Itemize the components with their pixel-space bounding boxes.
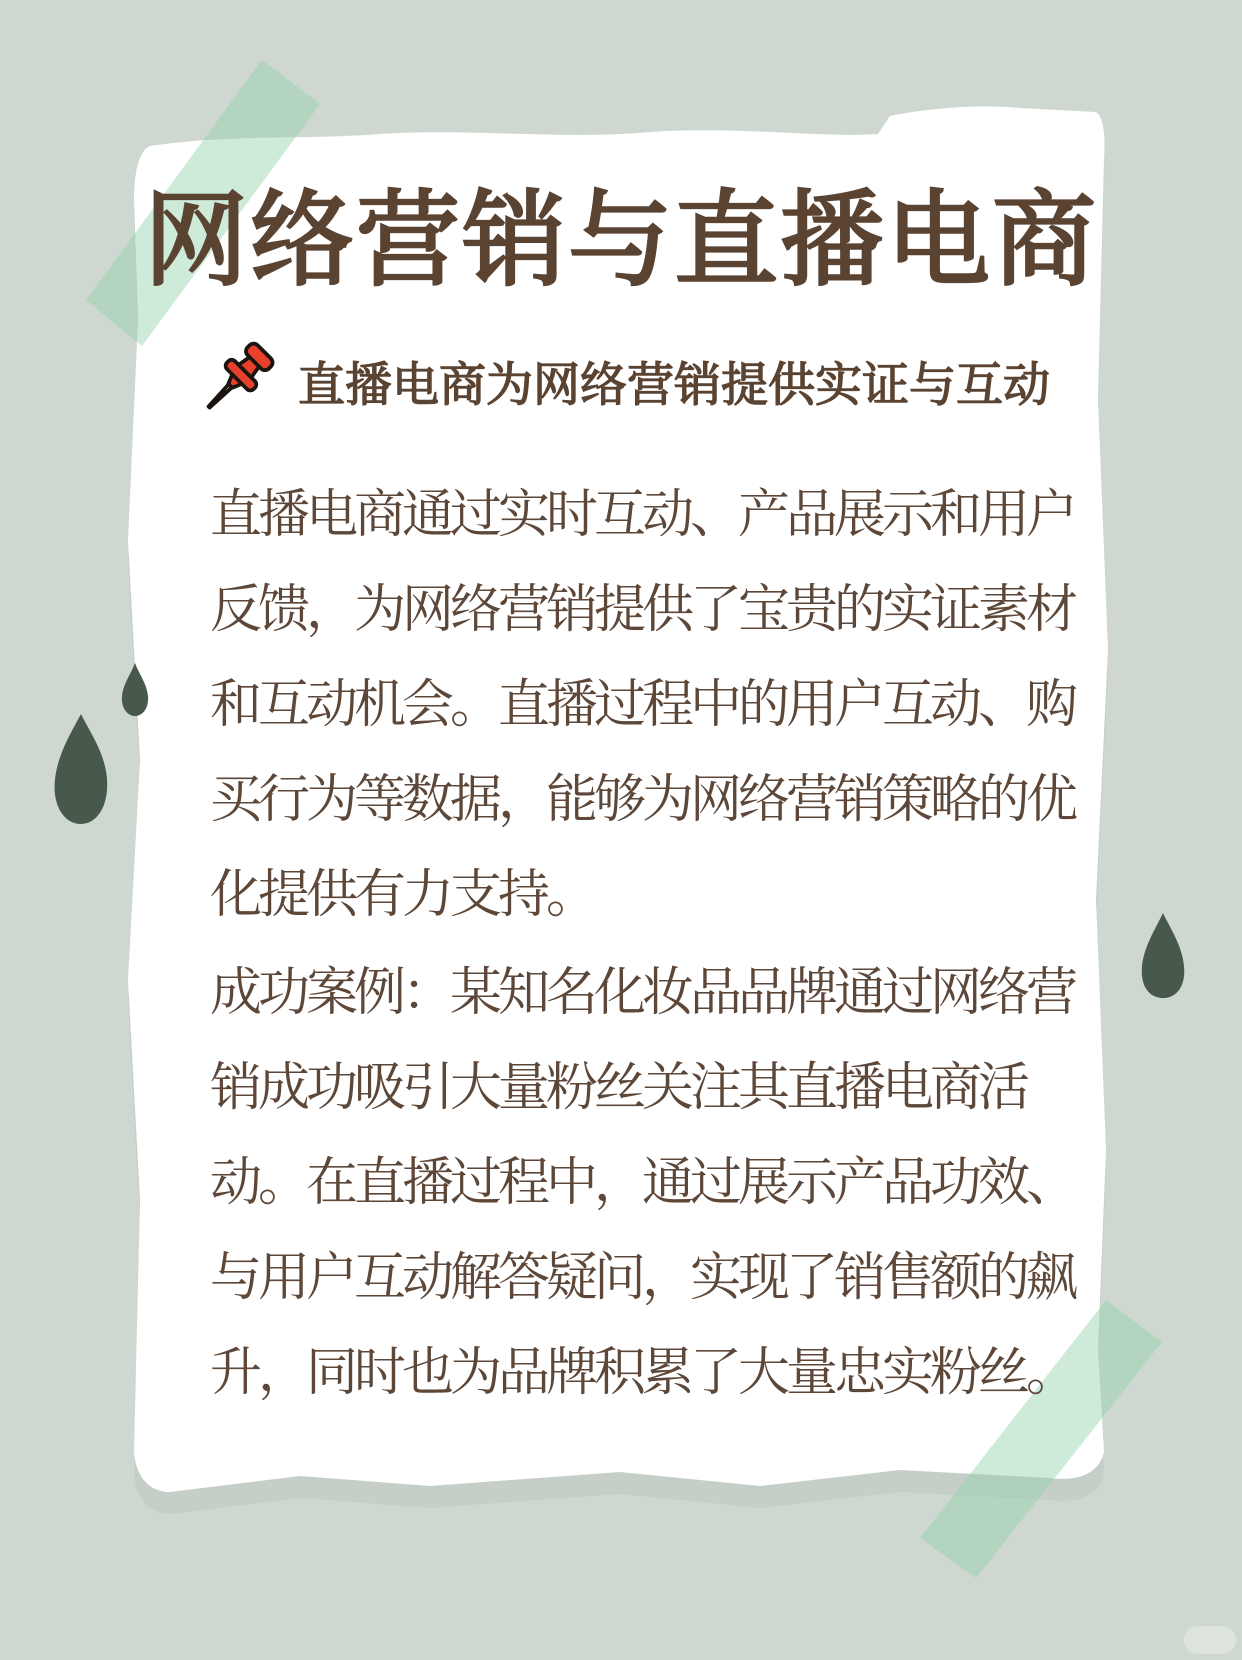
- text-line: 升，同时也为品牌积累了大量忠实粉丝。: [210, 1344, 1075, 1402]
- ink-drop-right-icon: [1142, 913, 1185, 998]
- paragraph-1: [210, 468, 1090, 943]
- text-line: 动。在直播过程中，通过展示产品功效、: [210, 1154, 1075, 1212]
- paragraph-2: [210, 946, 1090, 1421]
- text-line: 买行为等数据，能够为网络营销策略的优: [210, 771, 1075, 829]
- text-line: 反馈，为网络营销提供了宝贵的实证素材: [210, 581, 1075, 639]
- page-title: 网络营销与直播电商: [143, 183, 1098, 299]
- pushpin-icon: [190, 334, 284, 428]
- text-line: 销成功吸引大量粉丝关注其直播电商活: [210, 1059, 1027, 1117]
- text-line: 化提供有力支持。: [210, 866, 595, 924]
- ink-drop-left-large-icon: [55, 714, 108, 824]
- subtitle-text: 直播电商为网络营销提供实证与互动: [298, 357, 1050, 411]
- text-line: 与用户互动解答疑问，实现了销售额的飙: [210, 1249, 1075, 1307]
- text-line: 成功案例：某知名化妆品品牌通过网络营: [210, 964, 1075, 1022]
- text-line: 和互动机会。直播过程中的用户互动、购: [210, 676, 1075, 734]
- text-line: 直播电商通过实时互动、产品展示和用户: [210, 486, 1075, 544]
- watermark-pill: [1184, 1626, 1236, 1654]
- subtitle: [140, 326, 1100, 436]
